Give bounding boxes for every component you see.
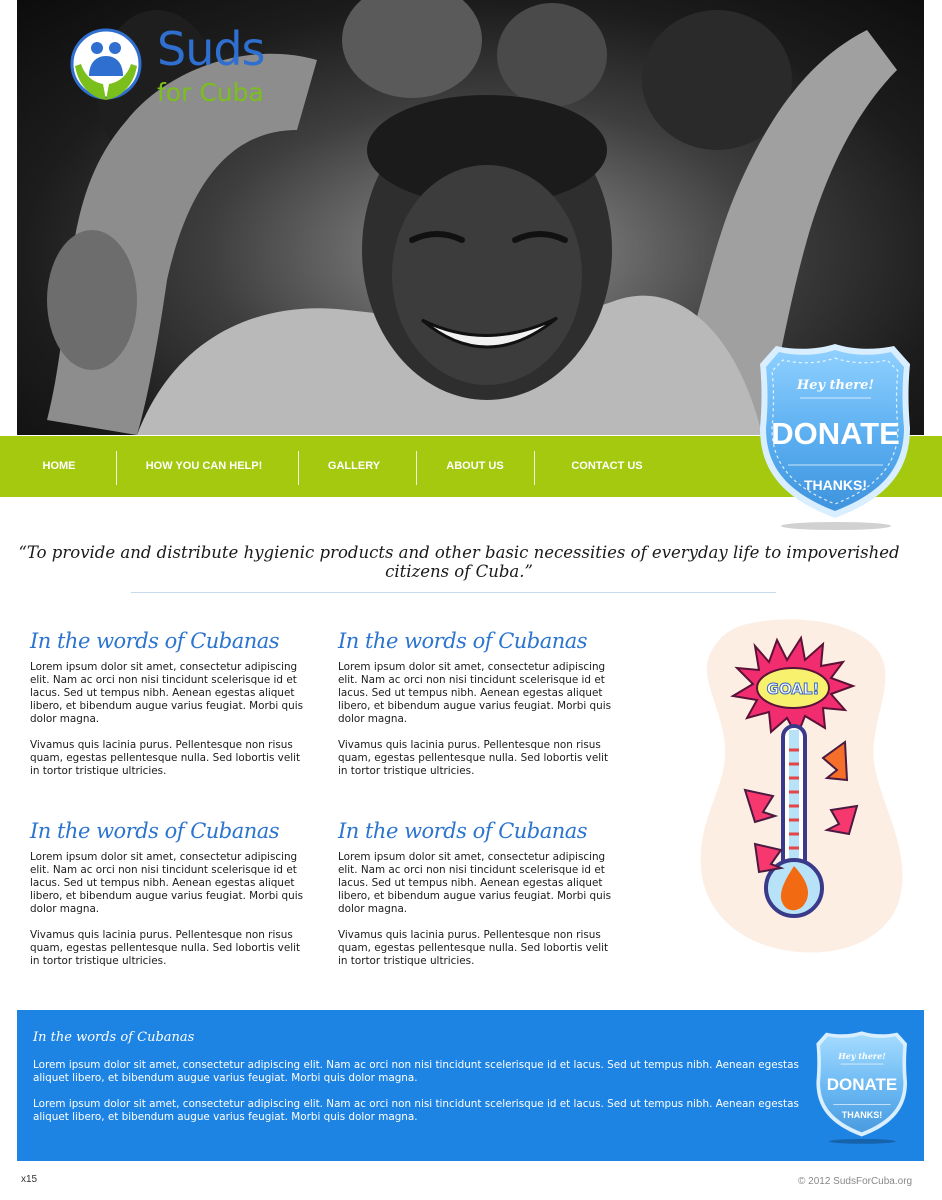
mission-quote: “To provide and distribute hygienic products and other basic necessities of everyday life to impoverished citizens of Cuba.” — [18, 543, 900, 581]
nav-divider — [416, 451, 417, 485]
donate-badge-thanks: THANKS! — [804, 477, 867, 493]
article-card — [30, 629, 310, 778]
nav-divider — [298, 451, 299, 485]
article-paragraph: Vivamus quis lacinia purus. Pellentesque non risus quam, egestas pellentesque nulla. Sed lobortis velit in tortor tristique ultricies. — [338, 739, 609, 777]
nav-divider — [534, 451, 535, 485]
donate-badge[interactable] — [758, 340, 913, 532]
footer-box-paragraph: Lorem ipsum dolor sit amet, consectetur adipiscing elit. Nam ac orci non nisi tincidunt scelerisque id et lacus. Sed ut tempus nibh. Aenean egestas aliquet libero, et bibendum augue varius feugiat. Morbi quis dolor magna. — [33, 1059, 799, 1084]
footer-feature-box — [17, 1010, 924, 1161]
logo-tagline: for Cuba — [157, 78, 264, 107]
article-title[interactable]: In the words of Cubanas — [338, 819, 588, 843]
nav-how-you-can-help[interactable]: HOW YOU CAN HELP! — [145, 460, 263, 472]
article-card — [338, 819, 618, 968]
article-paragraph: Vivamus quis lacinia purus. Pellentesque non risus quam, egestas pellentesque nulla. Sed lobortis velit in tortor tristique ultricies. — [30, 929, 301, 967]
article-paragraph: Vivamus quis lacinia purus. Pellentesque non risus quam, egestas pellentesque nulla. Sed lobortis velit in tortor tristique ultricies. — [30, 739, 301, 777]
goal-label: GOAL! — [766, 680, 820, 698]
page-marker: x15 — [21, 1174, 38, 1185]
article-title[interactable]: In the words of Cubanas — [30, 629, 280, 653]
donate-badge-label: DONATE — [826, 1075, 898, 1094]
logo-hands-icon — [67, 26, 145, 106]
nav-about-us[interactable]: ABOUT US — [446, 460, 504, 472]
goal-thermometer-graphic — [697, 618, 905, 956]
article-paragraph: Lorem ipsum dolor sit amet, consectetur adipiscing elit. Nam ac orci non nisi tincidunt scelerisque id et lacus. Sed ut tempus nibh. Aenean egestas aliquet libero, et bibendum augue varius feugiat. Morbi quis dolor magna. — [30, 661, 304, 725]
thermometer-icon — [697, 618, 905, 956]
logo-name: Suds — [157, 22, 265, 76]
article-title[interactable]: In the words of Cubanas — [30, 819, 280, 843]
nav-home[interactable]: HOME — [42, 460, 76, 472]
article-card — [30, 819, 310, 968]
nav-gallery[interactable]: GALLERY — [327, 460, 381, 472]
donate-badge-greeting: Hey there! — [838, 1051, 886, 1061]
article-paragraph: Lorem ipsum dolor sit amet, consectetur adipiscing elit. Nam ac orci non nisi tincidunt scelerisque id et lacus. Sed ut tempus nibh. Aenean egestas aliquet libero, et bibendum augue varius feugiat. Morbi quis dolor magna. — [338, 851, 612, 915]
donate-badge-small[interactable] — [815, 1029, 909, 1145]
quote-divider — [131, 592, 776, 593]
footer-box-paragraph: Lorem ipsum dolor sit amet, consectetur adipiscing elit. Nam ac orci non nisi tincidunt scelerisque id et lacus. Sed ut tempus nibh. Aenean egestas aliquet libero, et bibendum augue varius feugiat. Morbi quis dolor magna. — [33, 1098, 799, 1123]
footer-box-title[interactable]: In the words of Cubanas — [33, 1030, 195, 1045]
article-paragraph: Lorem ipsum dolor sit amet, consectetur adipiscing elit. Nam ac orci non nisi tincidunt scelerisque id et lacus. Sed ut tempus nibh. Aenean egestas aliquet libero, et bibendum augue varius feugiat. Morbi quis dolor magna. — [30, 851, 304, 915]
nav-contact-us[interactable]: CONTACT US — [571, 460, 643, 472]
donate-badge-greeting: Hey there! — [796, 378, 875, 393]
donate-badge-thanks: THANKS! — [841, 1110, 883, 1120]
site-logo[interactable] — [67, 22, 297, 112]
article-card — [338, 629, 618, 778]
article-paragraph: Lorem ipsum dolor sit amet, consectetur adipiscing elit. Nam ac orci non nisi tincidunt scelerisque id et lacus. Sed ut tempus nibh. Aenean egestas aliquet libero, et bibendum augue varius feugiat. Morbi quis dolor magna. — [338, 661, 612, 725]
copyright-text: © 2012 SudsForCuba.org — [798, 1176, 913, 1187]
article-paragraph: Vivamus quis lacinia purus. Pellentesque non risus quam, egestas pellentesque nulla. Sed lobortis velit in tortor tristique ultricies. — [338, 929, 609, 967]
article-title[interactable]: In the words of Cubanas — [338, 629, 588, 653]
nav-divider — [116, 451, 117, 485]
donate-badge-label: DONATE — [771, 416, 900, 451]
